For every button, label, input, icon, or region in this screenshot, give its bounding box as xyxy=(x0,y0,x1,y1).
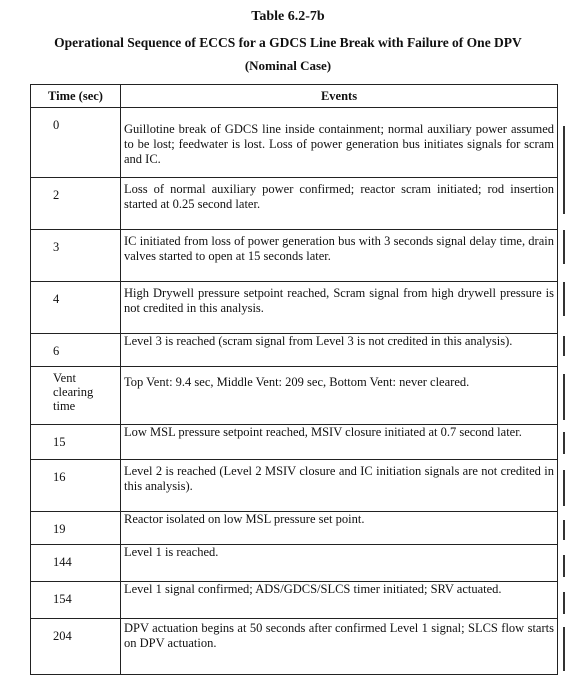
table-row xyxy=(31,619,558,675)
table-header-row xyxy=(31,85,558,108)
revision-bar xyxy=(563,126,565,214)
time-cell: 15 xyxy=(31,425,121,460)
event-text: Loss of normal auxiliary power confirmed; reactor scram initiated; rod insertion started at 0.25 second later. xyxy=(124,182,554,211)
event-text: Level 3 is reached (scram signal from Level 3 is not credited in this analysis). xyxy=(124,334,513,348)
revision-bar xyxy=(563,336,565,356)
event-text: Level 2 is reached (Level 2 MSIV closure and IC initiation signals are not credited in this analysis). xyxy=(124,464,554,493)
time-cell: 144 xyxy=(31,545,121,582)
table-row xyxy=(31,282,558,334)
sequence-table xyxy=(30,84,558,675)
table-row xyxy=(31,367,558,425)
event-text: Low MSL pressure setpoint reached, MSIV closure initiated at 0.7 second later. xyxy=(124,425,522,439)
revision-bar xyxy=(563,230,565,264)
event-text: Top Vent: 9.4 sec, Middle Vent: 209 sec, Bottom Vent: never cleared. xyxy=(124,375,470,389)
event-text: High Drywell pressure setpoint reached, Scram signal from high drywell pressure is not credited in this analysis. xyxy=(124,286,554,315)
time-cell: 16 xyxy=(31,460,121,512)
event-cell xyxy=(121,108,558,178)
event-text: IC initiated from loss of power generation bus with 3 seconds signal delay time, drain valves started to open at 15 seconds later. xyxy=(124,234,554,263)
table-title: Operational Sequence of ECCS for a GDCS Line Break with Failure of One DPV xyxy=(54,35,522,50)
events-column-header: Events xyxy=(121,85,558,108)
time-cell: 2 xyxy=(31,178,121,230)
time-cell: 3 xyxy=(31,230,121,282)
table-row xyxy=(31,512,558,545)
event-cell xyxy=(121,425,558,460)
event-cell xyxy=(121,178,558,230)
revision-bar xyxy=(563,555,565,577)
table-row xyxy=(31,108,558,178)
event-text: Guillotine break of GDCS line inside containment; normal auxiliary power assumed to be lost; feedwater is lost. Loss of power generation bus initiates signals for scram and IC. xyxy=(124,122,554,166)
event-text: Level 1 signal confirmed; ADS/GDCS/SLCS timer initiated; SRV actuated. xyxy=(124,582,502,596)
revision-bar xyxy=(563,627,565,671)
time-cell: 204 xyxy=(31,619,121,675)
time-column-header: Time (sec) xyxy=(31,85,121,108)
event-cell xyxy=(121,582,558,619)
table-row xyxy=(31,582,558,619)
table-row xyxy=(31,460,558,512)
time-cell: 0 xyxy=(31,108,121,178)
table-row xyxy=(31,334,558,367)
table-row xyxy=(31,178,558,230)
table-row xyxy=(31,545,558,582)
time-cell: Vent clearing time xyxy=(31,367,121,425)
event-cell xyxy=(121,282,558,334)
revision-bar xyxy=(563,470,565,506)
table-number: Table 6.2-7b xyxy=(251,9,325,24)
time-cell: 154 xyxy=(31,582,121,619)
event-cell xyxy=(121,460,558,512)
revision-bar xyxy=(563,282,565,316)
event-cell xyxy=(121,512,558,545)
event-text: DPV actuation begins at 50 seconds after confirmed Level 1 signal; SLCS flow starts on DPV actuation. xyxy=(124,621,554,650)
time-cell: 19 xyxy=(31,512,121,545)
table-row xyxy=(31,230,558,282)
event-cell xyxy=(121,545,558,582)
revision-bar xyxy=(563,520,565,540)
event-cell xyxy=(121,334,558,367)
time-cell: 4 xyxy=(31,282,121,334)
event-cell xyxy=(121,230,558,282)
revision-bar xyxy=(563,432,565,454)
event-text: Reactor isolated on low MSL pressure set point. xyxy=(124,512,365,526)
revision-bar xyxy=(563,374,565,420)
table-row xyxy=(31,425,558,460)
event-cell xyxy=(121,367,558,425)
event-text: Level 1 is reached. xyxy=(124,545,219,559)
table-subtitle: (Nominal Case) xyxy=(244,58,332,73)
event-cell xyxy=(121,619,558,675)
time-cell: 6 xyxy=(31,334,121,367)
revision-bar xyxy=(563,592,565,614)
